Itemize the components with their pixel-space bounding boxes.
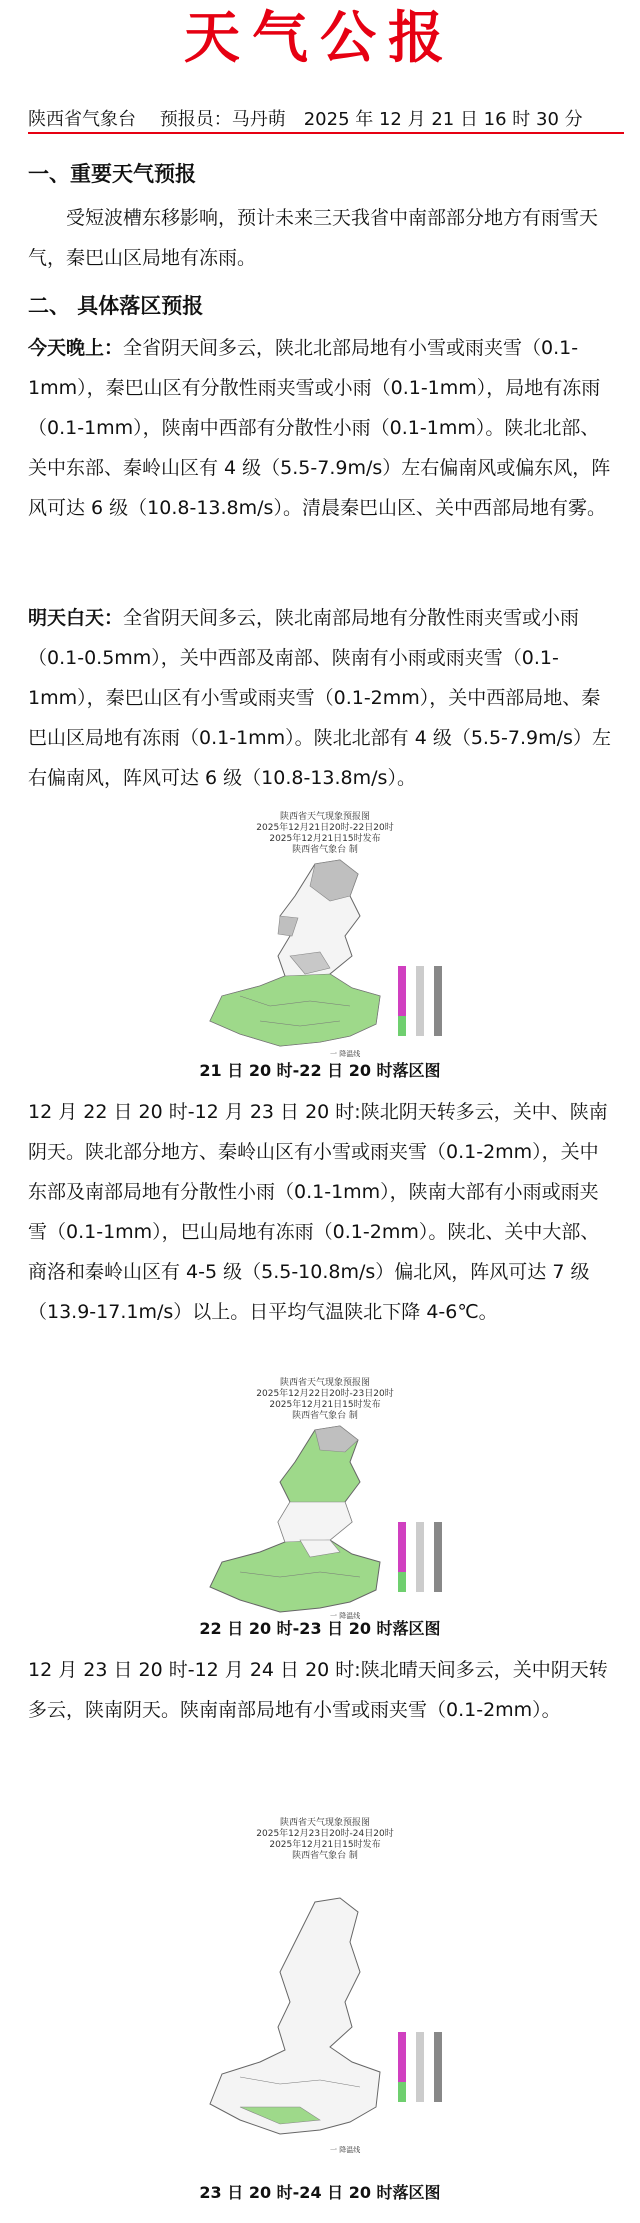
period2-label: 12 月 22 日 20 时-12 月 23 日 20 时: bbox=[28, 1101, 361, 1123]
period3-text: 陕北晴天间多云，关中阴天转多云，陕南阴天。陕南南部局地有小雪或雨夹雪（0.1-2mm）。 bbox=[28, 1659, 608, 1721]
issuer-line: 陕西省气象台 预报员：马丹萌 2025 年 12 月 21 日 16 时 30 分 bbox=[28, 109, 583, 130]
tomorrow-forecast bbox=[28, 598, 616, 798]
section1-body: 受短波槽东移影响，预计未来三天我省中南部部分地方有雨雪天气，秦巴山区局地有冻雨。 bbox=[28, 207, 599, 269]
bulletin-title: 天气公报 bbox=[184, 6, 456, 71]
map-maker: 陕西省气象台 制 bbox=[292, 1411, 358, 1421]
forecast-map-2 bbox=[180, 1378, 470, 1622]
tomorrow-label: 明天白天： bbox=[28, 607, 124, 629]
map-caption-2: 22 日 20 时-23 日 20 时落区图 bbox=[199, 1619, 441, 1638]
period2-text: 陕北阴天转多云，关中、陕南阴天。陕北部分地方、秦岭山区有小雪或雨夹雪（0.1-2mm），关中东部及南部局地有分散性小雨（0.1-1mm），陕南大部有小雨或雨夹雪（0.1-1mm），巴山局地有冻雨（0.1-2mm）。陕北、关中大部、商洛和秦岭山区有 4-5 级（5.5-10.8m/s）偏北风，阵风可达 7 级（13.9-17.1m/s）以上。日平均气温陕北下降 4-6℃。 bbox=[28, 1101, 608, 1323]
period3-forecast bbox=[28, 1650, 616, 1730]
map-legend: 一 降温线 bbox=[330, 1612, 361, 1620]
map-period: 2025年12月21日20时-22日20时 bbox=[256, 823, 394, 833]
section2-heading: 二、 具体落区预报 bbox=[28, 294, 204, 318]
period3-label: 12 月 23 日 20 时-12 月 24 日 20 时: bbox=[28, 1659, 361, 1681]
forecast-map-1 bbox=[180, 812, 470, 1066]
map-caption-3: 23 日 20 时-24 日 20 时落区图 bbox=[199, 2183, 441, 2202]
map-issued: 2025年12月21日15时发布 bbox=[269, 834, 381, 844]
map-legend: 一 降温线 bbox=[330, 2146, 361, 2154]
map-maker: 陕西省气象台 制 bbox=[292, 845, 358, 855]
shaanxi-map-2 bbox=[180, 1422, 470, 1622]
section1-heading: 一、重要天气预报 bbox=[28, 162, 196, 186]
red-divider bbox=[28, 132, 624, 134]
map-title: 陕西省天气现象预报图 bbox=[279, 1818, 370, 1828]
map-maker: 陕西省气象台 制 bbox=[292, 1851, 358, 1861]
map-issued: 2025年12月21日15时发布 bbox=[269, 1840, 381, 1850]
map-title: 陕西省天气现象预报图 bbox=[279, 812, 370, 822]
tonight-text: 全省阴天间多云，陕北北部局地有小雪或雨夹雪（0.1-1mm），秦巴山区有分散性雨夹雪或小雨（0.1-1mm），局地有冻雨（0.1-1mm），陕南中西部有分散性小雨（0.1-1mm）。陕北北部、关中东部、秦岭山区有 4 级（5.5-7.9m/s）左右偏南风或偏东风，阵风可达 6 级（10.8-13.8m/s）。清晨秦巴山区、关中西部局地有雾。 bbox=[28, 337, 611, 519]
period2-forecast bbox=[28, 1092, 616, 1332]
forecast-map-3 bbox=[180, 1818, 470, 2162]
tomorrow-text: 全省阴天间多云，陕北南部局地有分散性雨夹雪或小雨（0.1-0.5mm），关中西部及南部、陕南有小雨或雨夹雪（0.1-1mm），秦巴山区有小雪或雨夹雪（0.1-2mm），关中西部局地、秦巴山区局地有冻雨（0.1-1mm）。陕北北部有 4 级（5.5-7.9m/s）左右偏南风，阵风可达 6 级（10.8-13.8m/s）。 bbox=[28, 607, 611, 789]
shaanxi-map-3 bbox=[180, 1862, 470, 2162]
map-period: 2025年12月23日20时-24日20时 bbox=[256, 1829, 394, 1839]
map-issued: 2025年12月21日15时发布 bbox=[269, 1400, 381, 1410]
shaanxi-map-1 bbox=[180, 856, 470, 1066]
map-period: 2025年12月22日20时-23日20时 bbox=[256, 1389, 394, 1399]
tonight-forecast bbox=[28, 328, 616, 528]
map-title: 陕西省天气现象预报图 bbox=[279, 1378, 370, 1388]
map-legend: 一 降温线 bbox=[330, 1050, 361, 1058]
map-caption-1: 21 日 20 时-22 日 20 时落区图 bbox=[199, 1061, 441, 1080]
tonight-label: 今天晚上： bbox=[28, 337, 124, 359]
